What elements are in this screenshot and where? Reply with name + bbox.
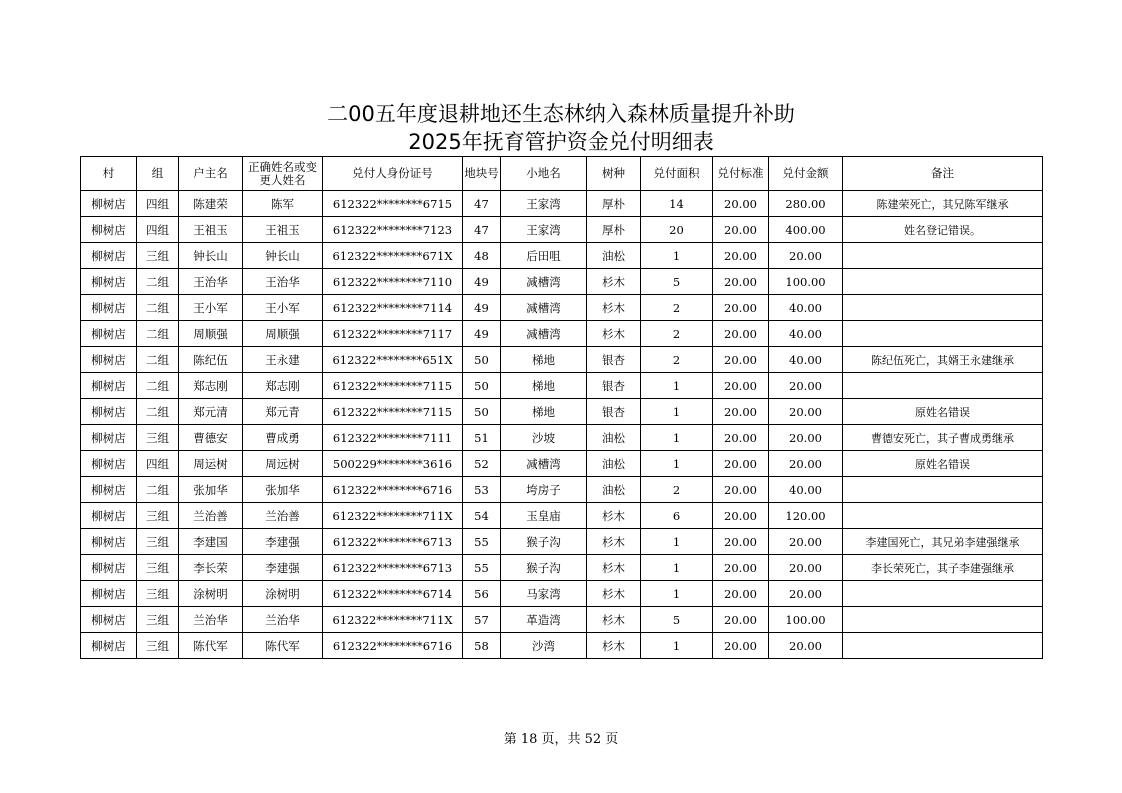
cell-area: 20 [641, 217, 713, 243]
cell-group: 三组 [137, 425, 179, 451]
cell-id-number: 500229********3616 [323, 451, 463, 477]
cell-corrected-name: 张加华 [243, 477, 323, 503]
cell-area: 5 [641, 269, 713, 295]
cell-area: 2 [641, 321, 713, 347]
cell-place-name: 王家湾 [501, 217, 587, 243]
cell-area: 1 [641, 373, 713, 399]
cell-amount: 40.00 [769, 347, 843, 373]
cell-amount: 20.00 [769, 373, 843, 399]
header-village: 村 [81, 157, 137, 191]
cell-plot-number: 48 [463, 243, 501, 269]
cell-place-name: 减槽湾 [501, 295, 587, 321]
cell-id-number: 612322********7110 [323, 269, 463, 295]
cell-place-name: 马家湾 [501, 581, 587, 607]
cell-rate: 20.00 [713, 347, 769, 373]
cell-remarks [843, 373, 1043, 399]
cell-corrected-name: 王小军 [243, 295, 323, 321]
cell-place-name: 减槽湾 [501, 269, 587, 295]
cell-household-head: 钟长山 [179, 243, 243, 269]
cell-household-head: 陈代军 [179, 633, 243, 659]
cell-amount: 20.00 [769, 555, 843, 581]
cell-corrected-name: 周顺强 [243, 321, 323, 347]
cell-place-name: 沙坡 [501, 425, 587, 451]
header-household-head: 户主名 [179, 157, 243, 191]
cell-place-name: 减槽湾 [501, 451, 587, 477]
cell-plot-number: 55 [463, 555, 501, 581]
cell-rate: 20.00 [713, 425, 769, 451]
cell-group: 三组 [137, 555, 179, 581]
cell-household-head: 陈建荣 [179, 191, 243, 217]
cell-remarks: 曹德安死亡，其子曹成勇继承 [843, 425, 1043, 451]
cell-corrected-name: 王祖玉 [243, 217, 323, 243]
cell-rate: 20.00 [713, 321, 769, 347]
cell-tree-species: 油松 [587, 243, 641, 269]
cell-rate: 20.00 [713, 503, 769, 529]
cell-corrected-name: 兰治华 [243, 607, 323, 633]
cell-household-head: 李建国 [179, 529, 243, 555]
cell-amount: 40.00 [769, 295, 843, 321]
cell-group: 四组 [137, 217, 179, 243]
cell-village: 柳树店 [81, 425, 137, 451]
cell-plot-number: 51 [463, 425, 501, 451]
cell-remarks [843, 503, 1043, 529]
cell-rate: 20.00 [713, 451, 769, 477]
cell-corrected-name: 周远树 [243, 451, 323, 477]
table-row [81, 555, 1043, 581]
cell-village: 柳树店 [81, 373, 137, 399]
cell-group: 三组 [137, 607, 179, 633]
cell-id-number: 612322********7115 [323, 399, 463, 425]
cell-rate: 20.00 [713, 477, 769, 503]
cell-area: 1 [641, 243, 713, 269]
document-subtitle: 2025年抚育管护资金兑付明细表 [408, 130, 714, 154]
cell-place-name: 革造湾 [501, 607, 587, 633]
header-place-name: 小地名 [501, 157, 587, 191]
cell-plot-number: 50 [463, 373, 501, 399]
cell-id-number: 612322********6713 [323, 555, 463, 581]
cell-remarks: 姓名登记错误。 [843, 217, 1043, 243]
cell-tree-species: 油松 [587, 451, 641, 477]
cell-group: 三组 [137, 529, 179, 555]
cell-place-name: 梯地 [501, 399, 587, 425]
cell-area: 2 [641, 347, 713, 373]
cell-plot-number: 58 [463, 633, 501, 659]
cell-place-name: 玉皇庙 [501, 503, 587, 529]
cell-amount: 20.00 [769, 399, 843, 425]
cell-remarks [843, 243, 1043, 269]
cell-tree-species: 银杏 [587, 399, 641, 425]
cell-remarks: 陈纪伍死亡，其婿王永建继承 [843, 347, 1043, 373]
cell-group: 三组 [137, 581, 179, 607]
cell-corrected-name: 王永建 [243, 347, 323, 373]
cell-rate: 20.00 [713, 243, 769, 269]
cell-id-number: 612322********7114 [323, 295, 463, 321]
cell-group: 三组 [137, 633, 179, 659]
cell-plot-number: 49 [463, 295, 501, 321]
header-rate: 兑付标准 [713, 157, 769, 191]
cell-place-name: 后田咀 [501, 243, 587, 269]
cell-corrected-name: 曹成勇 [243, 425, 323, 451]
cell-rate: 20.00 [713, 191, 769, 217]
cell-group: 四组 [137, 191, 179, 217]
cell-tree-species: 银杏 [587, 373, 641, 399]
cell-plot-number: 56 [463, 581, 501, 607]
cell-group: 二组 [137, 399, 179, 425]
cell-rate: 20.00 [713, 607, 769, 633]
header-id-number: 兑付人身份证号 [323, 157, 463, 191]
header-amount: 兑付金额 [769, 157, 843, 191]
cell-corrected-name: 涂树明 [243, 581, 323, 607]
cell-village: 柳树店 [81, 399, 137, 425]
cell-place-name: 减槽湾 [501, 321, 587, 347]
cell-area: 1 [641, 451, 713, 477]
cell-household-head: 李长荣 [179, 555, 243, 581]
cell-remarks: 李长荣死亡，其子李建强继承 [843, 555, 1043, 581]
cell-tree-species: 杉木 [587, 607, 641, 633]
cell-plot-number: 49 [463, 269, 501, 295]
cell-amount: 20.00 [769, 581, 843, 607]
cell-tree-species: 油松 [587, 477, 641, 503]
cell-amount: 20.00 [769, 425, 843, 451]
cell-household-head: 兰治善 [179, 503, 243, 529]
cell-group: 三组 [137, 243, 179, 269]
cell-group: 二组 [137, 269, 179, 295]
cell-rate: 20.00 [713, 633, 769, 659]
cell-corrected-name: 李建强 [243, 529, 323, 555]
table-row [81, 529, 1043, 555]
table-row [81, 191, 1043, 217]
cell-village: 柳树店 [81, 347, 137, 373]
cell-amount: 20.00 [769, 243, 843, 269]
cell-corrected-name: 陈代军 [243, 633, 323, 659]
cell-village: 柳树店 [81, 607, 137, 633]
cell-remarks [843, 581, 1043, 607]
cell-village: 柳树店 [81, 581, 137, 607]
cell-village: 柳树店 [81, 451, 137, 477]
table-row [81, 373, 1043, 399]
cell-id-number: 612322********7117 [323, 321, 463, 347]
cell-household-head: 陈纪伍 [179, 347, 243, 373]
cell-id-number: 612322********7115 [323, 373, 463, 399]
table-body [81, 191, 1043, 659]
cell-corrected-name: 王治华 [243, 269, 323, 295]
cell-remarks [843, 321, 1043, 347]
header-corrected-name: 正确姓名或变更人姓名 [243, 157, 323, 191]
cell-household-head: 郑元清 [179, 399, 243, 425]
cell-remarks [843, 633, 1043, 659]
cell-tree-species: 厚朴 [587, 217, 641, 243]
cell-amount: 280.00 [769, 191, 843, 217]
cell-area: 1 [641, 555, 713, 581]
cell-id-number: 612322********6716 [323, 477, 463, 503]
cell-rate: 20.00 [713, 581, 769, 607]
cell-group: 二组 [137, 295, 179, 321]
table-row [81, 295, 1043, 321]
cell-plot-number: 54 [463, 503, 501, 529]
cell-corrected-name: 钟长山 [243, 243, 323, 269]
cell-area: 1 [641, 399, 713, 425]
cell-group: 二组 [137, 477, 179, 503]
cell-household-head: 王治华 [179, 269, 243, 295]
cell-corrected-name: 陈军 [243, 191, 323, 217]
cell-place-name: 猴子沟 [501, 529, 587, 555]
cell-tree-species: 杉木 [587, 555, 641, 581]
table-row [81, 503, 1043, 529]
cell-village: 柳树店 [81, 191, 137, 217]
cell-area: 1 [641, 425, 713, 451]
cell-id-number: 612322********6715 [323, 191, 463, 217]
table-row [81, 581, 1043, 607]
cell-household-head: 王祖玉 [179, 217, 243, 243]
cell-plot-number: 52 [463, 451, 501, 477]
table-row [81, 633, 1043, 659]
cell-rate: 20.00 [713, 373, 769, 399]
header-area: 兑付面积 [641, 157, 713, 191]
header-plot-number: 地块号 [463, 157, 501, 191]
table-row [81, 347, 1043, 373]
cell-village: 柳树店 [81, 243, 137, 269]
cell-plot-number: 49 [463, 321, 501, 347]
cell-amount: 20.00 [769, 451, 843, 477]
cell-tree-species: 杉木 [587, 295, 641, 321]
cell-area: 5 [641, 607, 713, 633]
cell-group: 二组 [137, 321, 179, 347]
cell-household-head: 涂树明 [179, 581, 243, 607]
cell-village: 柳树店 [81, 633, 137, 659]
cell-village: 柳树店 [81, 217, 137, 243]
header-group: 组 [137, 157, 179, 191]
cell-place-name: 猴子沟 [501, 555, 587, 581]
cell-rate: 20.00 [713, 399, 769, 425]
cell-group: 四组 [137, 451, 179, 477]
cell-area: 1 [641, 581, 713, 607]
table-row [81, 425, 1043, 451]
cell-id-number: 612322********6713 [323, 529, 463, 555]
cell-id-number: 612322********7111 [323, 425, 463, 451]
cell-amount: 100.00 [769, 269, 843, 295]
payment-detail-table [80, 156, 1043, 659]
cell-household-head: 王小军 [179, 295, 243, 321]
cell-rate: 20.00 [713, 269, 769, 295]
cell-village: 柳树店 [81, 295, 137, 321]
cell-household-head: 郑志刚 [179, 373, 243, 399]
header-tree-species: 树种 [587, 157, 641, 191]
table-header-row [81, 157, 1043, 191]
cell-group: 二组 [137, 373, 179, 399]
cell-corrected-name: 郑元青 [243, 399, 323, 425]
cell-tree-species: 杉木 [587, 633, 641, 659]
cell-area: 2 [641, 295, 713, 321]
cell-amount: 40.00 [769, 321, 843, 347]
cell-remarks: 原姓名错误 [843, 399, 1043, 425]
cell-village: 柳树店 [81, 555, 137, 581]
cell-id-number: 612322********711X [323, 503, 463, 529]
cell-tree-species: 银杏 [587, 347, 641, 373]
cell-amount: 100.00 [769, 607, 843, 633]
cell-rate: 20.00 [713, 555, 769, 581]
cell-group: 三组 [137, 503, 179, 529]
cell-tree-species: 厚朴 [587, 191, 641, 217]
cell-remarks [843, 607, 1043, 633]
cell-remarks: 原姓名错误 [843, 451, 1043, 477]
cell-tree-species: 油松 [587, 425, 641, 451]
cell-amount: 20.00 [769, 529, 843, 555]
cell-tree-species: 杉木 [587, 529, 641, 555]
cell-village: 柳树店 [81, 321, 137, 347]
table-row [81, 243, 1043, 269]
table-row [81, 321, 1043, 347]
cell-corrected-name: 李建强 [243, 555, 323, 581]
cell-plot-number: 55 [463, 529, 501, 555]
cell-corrected-name: 郑志刚 [243, 373, 323, 399]
cell-remarks [843, 269, 1043, 295]
cell-id-number: 612322********6714 [323, 581, 463, 607]
cell-rate: 20.00 [713, 529, 769, 555]
cell-tree-species: 杉木 [587, 581, 641, 607]
cell-household-head: 曹德安 [179, 425, 243, 451]
table-row [81, 399, 1043, 425]
cell-id-number: 612322********7123 [323, 217, 463, 243]
cell-place-name: 沙湾 [501, 633, 587, 659]
table-row [81, 607, 1043, 633]
cell-amount: 40.00 [769, 477, 843, 503]
cell-plot-number: 47 [463, 217, 501, 243]
cell-plot-number: 57 [463, 607, 501, 633]
cell-place-name: 梯地 [501, 347, 587, 373]
cell-household-head: 周运树 [179, 451, 243, 477]
cell-id-number: 612322********711X [323, 607, 463, 633]
cell-household-head: 兰治华 [179, 607, 243, 633]
cell-area: 2 [641, 477, 713, 503]
cell-household-head: 周顺强 [179, 321, 243, 347]
cell-corrected-name: 兰治善 [243, 503, 323, 529]
cell-area: 1 [641, 633, 713, 659]
document-title: 二00五年度退耕地还生态林纳入森林质量提升补助 [327, 102, 795, 126]
cell-remarks [843, 295, 1043, 321]
table-row [81, 269, 1043, 295]
cell-group: 二组 [137, 347, 179, 373]
table-row [81, 451, 1043, 477]
cell-village: 柳树店 [81, 269, 137, 295]
cell-remarks: 陈建荣死亡，其兄陈军继承 [843, 191, 1043, 217]
page-number: 第 18 页，共 52 页 [503, 732, 619, 747]
cell-place-name: 梯地 [501, 373, 587, 399]
cell-amount: 20.00 [769, 633, 843, 659]
cell-area: 1 [641, 529, 713, 555]
cell-place-name: 垮房子 [501, 477, 587, 503]
cell-place-name: 王家湾 [501, 191, 587, 217]
cell-tree-species: 杉木 [587, 503, 641, 529]
cell-area: 6 [641, 503, 713, 529]
cell-remarks: 李建国死亡，其兄弟李建强继承 [843, 529, 1043, 555]
table-row [81, 477, 1043, 503]
cell-remarks [843, 477, 1043, 503]
cell-plot-number: 50 [463, 347, 501, 373]
cell-tree-species: 杉木 [587, 321, 641, 347]
cell-rate: 20.00 [713, 217, 769, 243]
cell-amount: 400.00 [769, 217, 843, 243]
cell-plot-number: 50 [463, 399, 501, 425]
cell-id-number: 612322********671X [323, 243, 463, 269]
table-row [81, 217, 1043, 243]
cell-amount: 120.00 [769, 503, 843, 529]
cell-village: 柳树店 [81, 529, 137, 555]
header-remarks: 备注 [843, 157, 1043, 191]
cell-area: 14 [641, 191, 713, 217]
cell-village: 柳树店 [81, 503, 137, 529]
cell-rate: 20.00 [713, 295, 769, 321]
cell-tree-species: 杉木 [587, 269, 641, 295]
cell-household-head: 张加华 [179, 477, 243, 503]
cell-plot-number: 53 [463, 477, 501, 503]
cell-id-number: 612322********651X [323, 347, 463, 373]
cell-id-number: 612322********6716 [323, 633, 463, 659]
cell-village: 柳树店 [81, 477, 137, 503]
cell-plot-number: 47 [463, 191, 501, 217]
